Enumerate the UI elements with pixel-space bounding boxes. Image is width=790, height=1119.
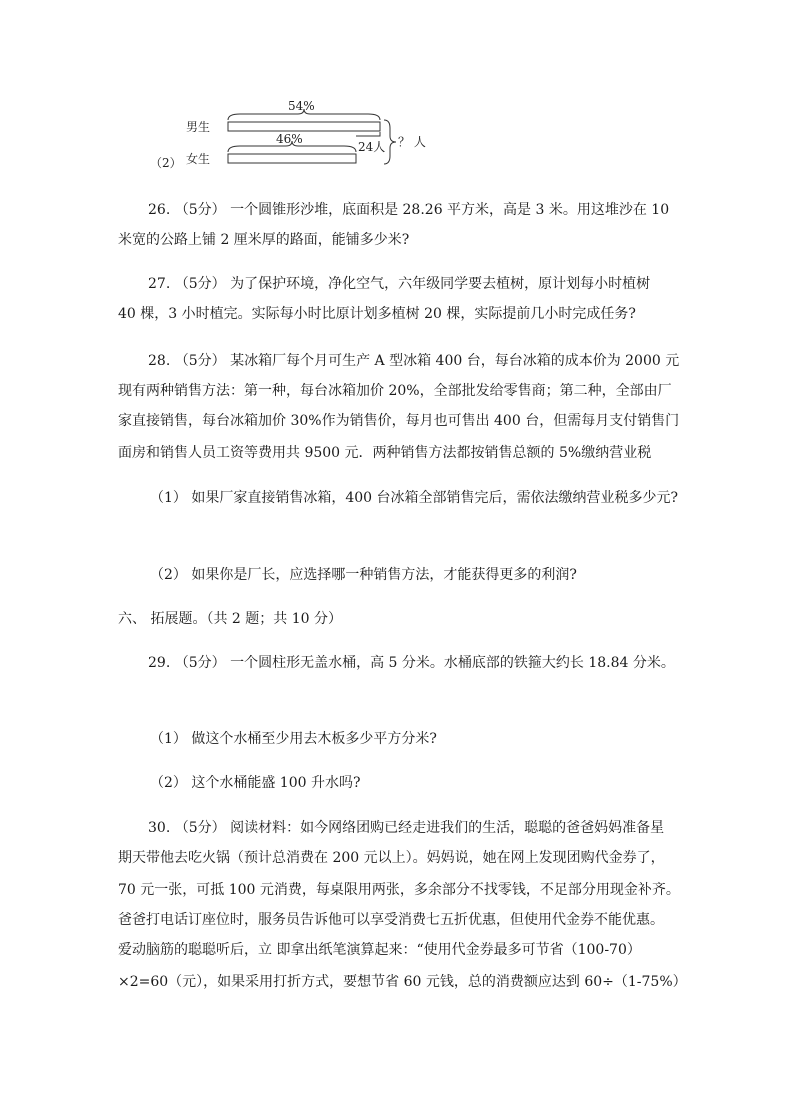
q30-line4: 爸爸打电话订座位时，服务员告诉他可以享受消费七五折优惠，但使用代金券不能优惠。 <box>118 912 664 928</box>
q30-line5: 爱动脑筋的聪聪听后，立 即拿出纸笔演算起来：“使用代金券最多可节省（100-70） <box>118 942 641 958</box>
total-brace <box>384 120 396 164</box>
q26-line2: 米宽的公路上铺 2 厘米厚的路面，能铺多少米? <box>118 232 410 248</box>
diff-label: 24人 <box>358 140 386 154</box>
q28-sub2: （2） 如果你是厂长，应选择哪一种销售方法，才能获得更多的利润? <box>150 567 577 583</box>
unknown-label: ？ 人 <box>398 135 426 149</box>
q29-sub1: （1） 做这个水桶至少用去木板多少平方分米? <box>150 731 437 747</box>
q29-line1: 29. （5分） 一个圆柱形无盖水桶，高 5 分米。水桶底部的铁箍大约长 18.84 分米。 <box>148 655 675 671</box>
q28-sub1: （1） 如果厂家直接销售冰箱，400 台冰箱全部销售完后，需依法缴纳营业税多少元? <box>150 490 679 506</box>
boys-girls-bar-figure <box>150 98 450 178</box>
girls-percent: 46% <box>276 132 303 146</box>
q28-line3: 家直接销售，每台冰箱加价 30%作为销售价，每月也可售出 400 台，但需每月支付销售门 <box>118 413 680 429</box>
bar-diagram <box>150 98 450 178</box>
q28-line4: 面房和销售人员工资等费用共 9500 元．两种销售方法都按销售总额的 5%缴纳营业税 <box>118 445 652 461</box>
q30-line3: 70 元一张，可抵 100 元消费，每桌限用两张，多余部分不找零钱，不足部分用现金补齐。 <box>118 882 680 898</box>
part-label: （2） <box>150 156 182 170</box>
boys-bar <box>228 122 380 131</box>
boys-label: 男生 <box>186 120 211 134</box>
section6-title: 六、 拓展题。（共 2 题；共 10 分） <box>118 611 342 627</box>
q28-line1: 28. （5分） 某冰箱厂每个月可生产 A 型冰箱 400 台，每台冰箱的成本价为 2000 元 <box>148 353 680 369</box>
boys-percent: 54% <box>288 99 315 113</box>
q30-line2: 期天带他去吃火锅（预计总消费在 200 元以上）。妈妈说，她在网上发现团购代金券了， <box>118 850 665 866</box>
q28-line2: 现有两种销售方法：第一种，每台冰箱加价 20%，全部批发给零售商；第二种，全部由厂 <box>118 383 672 399</box>
q30-line6: ×2=60（元），如果采用打折方式，要想节省 60 元钱，总的消费额应达到 60÷（1-75%） <box>118 974 687 990</box>
q27-line1: 27. （5分） 为了保护环境，净化空气，六年级同学要去植树，原计划每小时植树 <box>148 276 651 292</box>
diff-bracket <box>356 132 380 136</box>
q26-line1: 26. （5分） 一个圆锥形沙堆，底面积是 28.26 平方米，高是 3 米。用这堆沙在 10 <box>148 202 670 218</box>
q27-line2: 40 棵，3 小时植完。实际每小时比原计划多植树 20 棵，实际提前几小时完成任务? <box>118 306 636 322</box>
girls-bar <box>228 154 356 163</box>
q29-sub2: （2） 这个水桶能盛 100 升水吗? <box>150 775 361 791</box>
q30-line1: 30. （5分） 阅读材料：如今网络团购已经走进我们的生活，聪聪的爸爸妈妈准备星 <box>148 820 665 836</box>
girls-label: 女生 <box>186 152 211 166</box>
